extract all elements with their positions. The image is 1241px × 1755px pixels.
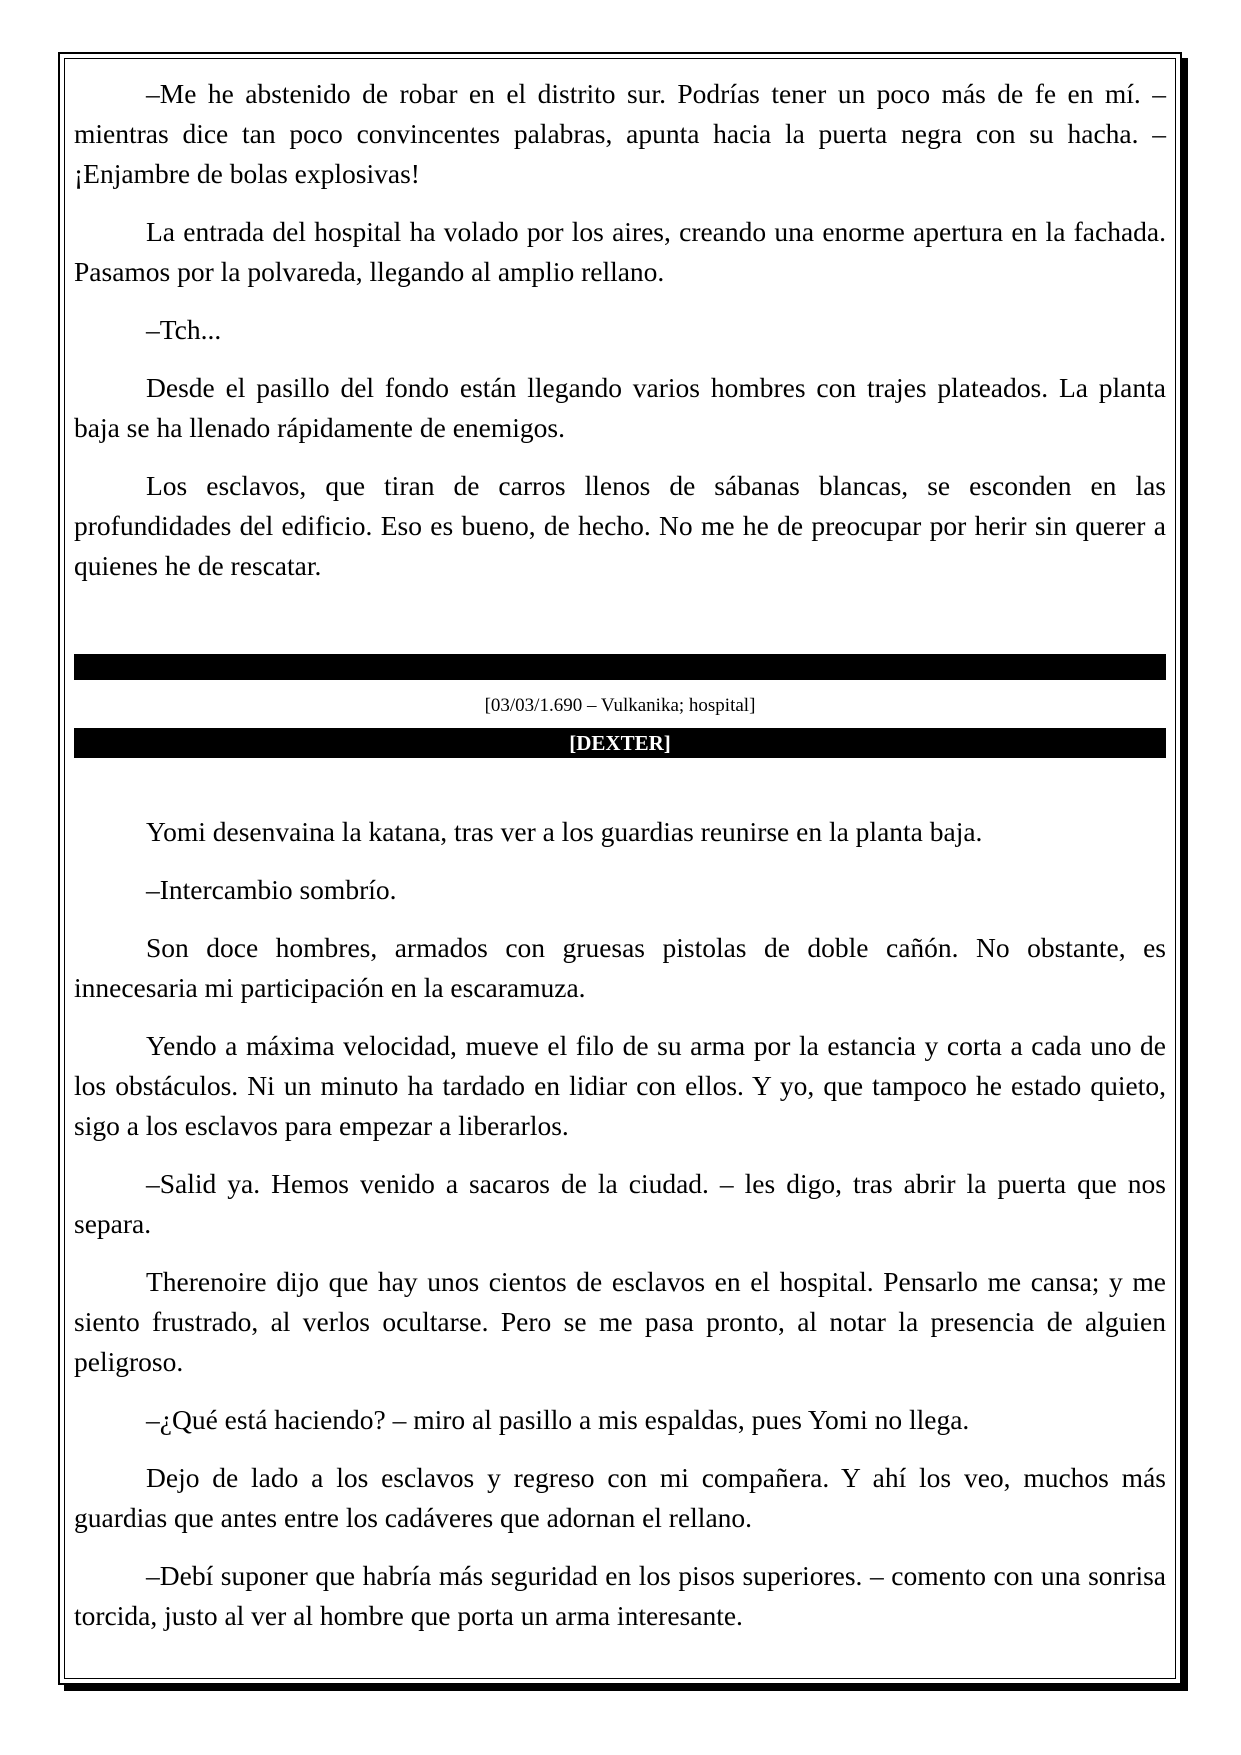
- paragraph: Yomi desenvaina la katana, tras ver a los guardias reunirse en la planta baja.: [146, 816, 983, 847]
- paragraph: La entrada del hospital ha volado por los aires, creando una enorme apertura en la fachada. Pasamos por la polvareda, llegando al amplio rellano.: [74, 216, 1166, 287]
- paragraph: Yendo a máxima velocidad, mueve el filo de su arma por la estancia y corta a cada uno de los obstáculos. Ni un minuto ha tardado en lidiar con ellos. Y yo, que tampoco he estado quieto, sigo a los esclavos para empezar a liberarlos.: [74, 1030, 1166, 1141]
- section-header: [DEXTER]: [74, 728, 1166, 758]
- section-date-location: [03/03/1.690 – Vulkanika; hospital]: [484, 695, 756, 716]
- paragraph: –Intercambio sombrío.: [146, 874, 397, 905]
- paragraph: –¿Qué está haciendo? – miro al pasillo a mis espaldas, pues Yomi no llega.: [146, 1404, 970, 1435]
- section-divider-bar: [74, 654, 1166, 680]
- page-frame: [58, 52, 1182, 1685]
- paragraph: Son doce hombres, armados con gruesas pistolas de doble cañón. No obstante, es innecesaria mi participación en la escaramuza.: [74, 932, 1166, 1003]
- paragraph: Desde el pasillo del fondo están llegando varios hombres con trajes plateados. La planta baja se ha llenado rápidamente de enemigos.: [74, 372, 1166, 443]
- paragraph: Los esclavos, que tiran de carros llenos de sábanas blancas, se esconden en las profundidades del edificio. Eso es bueno, de hecho. No me he de preocupar por herir sin querer a quienes he de rescatar.: [74, 470, 1166, 581]
- paragraph: –Debí suponer que habría más seguridad en los pisos superiores. – comento con una sonrisa torcida, justo al ver al hombre que porta un arma interesante.: [74, 1560, 1166, 1631]
- paragraph: Therenoire dijo que hay unos cientos de esclavos en el hospital. Pensarlo me cansa; y me siento frustrado, al verlos ocultarse. Pero se me pasa pronto, al notar la presencia de alguien peligroso.: [74, 1266, 1166, 1377]
- paragraph: –Tch...: [146, 314, 222, 345]
- page-content: [74, 74, 1166, 1654]
- paragraph: Dejo de lado a los esclavos y regreso con mi compañera. Y ahí los veo, muchos más guardias que antes entre los cadáveres que adornan el rellano.: [74, 1462, 1166, 1533]
- paragraph: –Salid ya. Hemos venido a sacaros de la ciudad. – les digo, tras abrir la puerta que nos separa.: [74, 1168, 1166, 1239]
- paragraph: –Me he abstenido de robar en el distrito sur. Podrías tener un poco más de fe en mí. – mientras dice tan poco convincentes palabras, apunta hacia la puerta negra con su hacha. –¡Enjambre de bolas explosivas!: [74, 78, 1166, 189]
